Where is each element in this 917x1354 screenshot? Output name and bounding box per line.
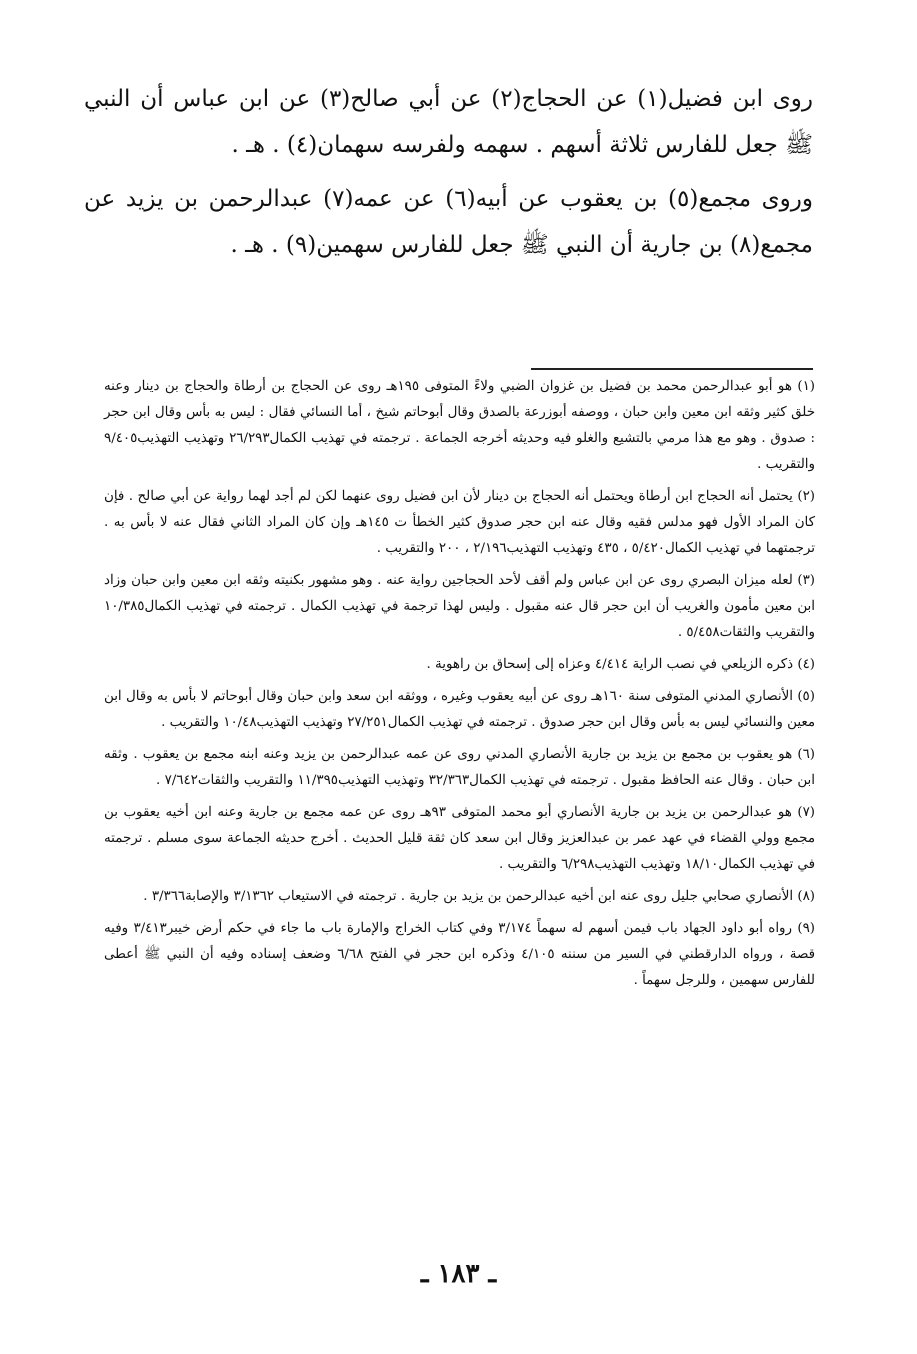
footnotes-block xyxy=(104,374,815,1000)
footnote-2: (٢) يحتمل أنه الحجاج ابن أرطاة ويحتمل أنه الحجاج بن دينار لأن ابن فضيل روى عنهما لكن لم أجد لهما رواية عن أبي صالح . فإن كان المراد الأول فهو مدلس فقيه وقال عنه ابن حجر صدوق كثير الخطأ ت ١٤٥هـ وإن كان المراد الثاني فقال عنه لا بأس به . ترجمتهما في تهذيب الكمال٥/٤٢٠ ، ٤٣٥ وتهذيب التهذيب٢/١٩٦ ، ٢٠٠ والتقريب . xyxy=(104,489,815,556)
page-number: ـ ١٨٣ ـ xyxy=(420,1259,497,1289)
footnote-5: (٥) الأنصاري المدني المتوفى سنة ١٦٠هـ روى عن أبيه يعقوب وغيره ، ووثقه ابن سعد وابن حبان وقال أبوحاتم لا بأس به وقال ابن معين والنسائي ليس به بأس وقال ابن حجر صدوق . ترجمته في تهذيب الكمال٢٧/٢٥١ وتهذيب التهذيب١٠/٤٨ والتقريب . xyxy=(104,689,815,730)
footnote-4: (٤) ذكره الزيلعي في نصب الراية ٤/٤١٤ وعزاه إلى إسحاق بن راهوية . xyxy=(426,657,815,672)
main-paragraph-2: وروى مجمع(٥) بن يعقوب عن أبيه(٦) عن عمه(٧) عبدالرحمن بن يزيد عن مجمع(٨) بن جارية أن النبي ﷺ جعل للفارس سهمين(٩) . هـ . xyxy=(84,186,813,258)
footnote-9: (٩) رواه أبو داود الجهاد باب فيمن أسهم له سهماً ٣/١٧٤ وفي كتاب الخراج والإمارة باب ما جاء في حكم أرض خيبر٣/٤١٣ وفيه قصة ، ورواه الدارقطني في السير من سننه ٤/١٠٥ وذكره ابن حجر في الفتح ٦/٦٨ وضعف إسناده وفيه أن النبي ﷺ أعطى للفارس سهمين ، وللرجل سهماً . xyxy=(104,921,816,988)
footnote-6: (٦) هو يعقوب بن مجمع بن يزيد بن جارية الأنصاري المدني روى عن عمه عبدالرحمن بن يزيد وعنه ابنه مجمع بن يعقوب . وثقه ابن حبان . وقال عنه الحافظ مقبول . ترجمته في تهذيب الكمال٣٢/٣٦٣ وتهذيب التهذيب١١/٣٩٥ والتقريب والثقات٧/٦٤٢ . xyxy=(104,747,815,788)
footnote-1: (١) هو أبو عبدالرحمن محمد بن فضيل بن غزوان الضبي ولاءً المتوفى ١٩٥هـ روى عن الحجاج بن أرطاة والحجاج بن دينار وعنه خلق كثير وثقه ابن معين وابن حبان ، ووصفه أبوزرعة بالصدق وقال أبوحاتم شيخ ، أما النسائي فقال : ليس به بأس وقال ابن حجر : صدوق . وهو مع هذا مرمي بالتشيع والغلو فيه وحديثه أخرجه الجماعة . ترجمته في تهذيب الكمال٢٦/٢٩٣ وتهذيب التهذيب٩/٤٠٥ والتقريب . xyxy=(104,379,815,472)
main-text-block xyxy=(84,76,813,276)
footnote-3: (٣) لعله ميزان البصري روى عن ابن عباس ولم أقف لأحد الحجاجين رواية عنه . وهو مشهور بكنيته وثقه ابن معين وابن حبان وزاد ابن معين مأمون والغريب أن ابن حجر قال عنه مقبول . وليس لهذا ترجمة في تهذيب الكمال . ترجمته في تهذيب الكمال١٠/٣٨٥ والتقريب والثقات٥/٤٥٨ . xyxy=(104,573,815,640)
footnote-separator-rule xyxy=(531,368,813,370)
footnote-7: (٧) هو عبدالرحمن بن يزيد بن جارية الأنصاري أبو محمد المتوفى ٩٣هـ روى عن عمه مجمع بن جارية وعنه ابن أخيه يعقوب بن مجمع وولي القضاء في عهد عمر بن عبدالعزيز وقال ابن سعد كان ثقة قليل الحديث . أخرج حديثه الجماعة سوى مسلم . ترجمته في تهذيب الكمال١٨/١٠ وتهذيب التهذيب٦/٢٩٨ والتقريب . xyxy=(104,805,815,872)
footnote-8: (٨) الأنصاري صحابي جليل روى عنه ابن أخيه عبدالرحمن بن يزيد بن جارية . ترجمته في الاستيعاب ٣/١٣٦٢ والإصابة٣/٣٦٦ . xyxy=(143,889,815,904)
main-paragraph-1: روى ابن فضيل(١) عن الحجاج(٢) عن أبي صالح(٣) عن ابن عباس أن النبي ﷺ جعل للفارس ثلاثة أسهم . سهمه ولفرسه سهمان(٤) . هـ . xyxy=(84,86,813,158)
